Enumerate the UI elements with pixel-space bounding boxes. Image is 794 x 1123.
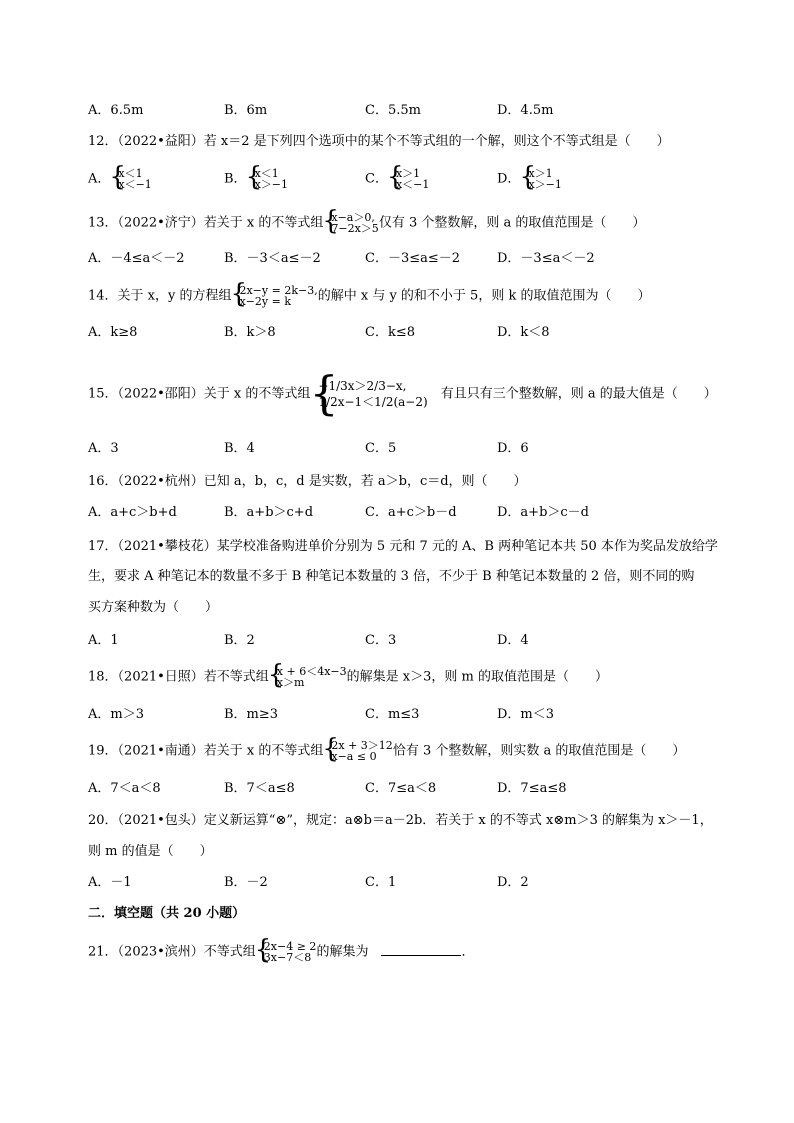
q13-option-c: C．－3≤a≤－2 <box>365 251 461 266</box>
q21-answer-blank[interactable] <box>381 943 461 956</box>
q15-option-b: B．4 <box>224 441 255 456</box>
q19-stem: 19．（2021•南通）若关于 x 的不等式组 { 2x + 3＞12 x−a ≤ 0 恰有 3 个整数解，则实数 a 的取值范围是（ ） <box>0 740 794 762</box>
q17-stem-line-1: 17．（2021•攀枝花）某学校准备购进单价分别为 5 元和 7 元的 A、B 两种笔记本共 50 本作为奖品发放给学 <box>88 539 718 554</box>
q18-system: { x + 6＜4x−3 x＞m <box>269 666 347 688</box>
q17-option-b: B．2 <box>224 633 255 648</box>
q14-option-c: C．k≤8 <box>365 325 415 340</box>
q17-options <box>0 630 794 652</box>
q13-options <box>0 248 794 270</box>
q12-option-a: A． { x＜1 x＜−1 <box>88 168 152 191</box>
q20-option-d: D．2 <box>497 875 529 890</box>
q13-option-d: D．－3≤a＜－2 <box>497 251 595 266</box>
q16-stem: 16．（2022•杭州）已知 a，b，c，d 是实数，若 a＞b，c＝d，则（ ） <box>88 474 527 489</box>
q18-options <box>0 704 794 726</box>
q13-stem: 13．（2022•济宁）若关于 x 的不等式组 { x−a＞0, 7−2x＞5 仅有 3 个整数解，则 a 的取值范围是（ ） <box>0 212 794 234</box>
q11-option-c: C．5.5m <box>365 103 421 118</box>
q19-option-a: A．7＜a＜8 <box>88 781 161 796</box>
q17-option-d: D．4 <box>497 633 529 648</box>
q19-system: { 2x + 3＞12 x−a ≤ 0 <box>323 740 392 762</box>
q12-options <box>0 168 794 190</box>
q20-option-a: A．－1 <box>88 875 132 890</box>
q19-option-c: C．7≤a＜8 <box>365 781 437 796</box>
q21-system: { 2x−4 ≥ 2 3x−7＜8 <box>256 941 317 963</box>
q17-option-a: A．1 <box>88 633 119 648</box>
q20-option-c: C．1 <box>365 875 397 890</box>
q13-option-b: B．－3＜a≤－2 <box>224 251 321 266</box>
q19-option-b: B．7＜a≤8 <box>224 781 295 796</box>
q18-stem: 18．（2021•日照）若不等式组 { x + 6＜4x−3 x＞m 的解集是 x＞3，则 m 的取值范围是（ ） <box>0 666 794 688</box>
q18-option-a: A．m＞3 <box>88 707 144 722</box>
q18-option-b: B．m≥3 <box>224 707 279 722</box>
q17-stem-line-3: 买方案种数为（ ） <box>88 600 219 615</box>
q17-option-c: C．3 <box>365 633 397 648</box>
q20-stem-line-2: 则 m 的值是（ ） <box>88 844 213 859</box>
q14-option-a: A．k≥8 <box>88 325 138 340</box>
q18-option-c: C．m≤3 <box>365 707 420 722</box>
q20-option-b: B．－2 <box>224 875 268 890</box>
q19-options <box>0 778 794 800</box>
q14-option-d: D．k＜8 <box>497 325 550 340</box>
q21-stem: 21．（2023•滨州）不等式组 { 2x−4 ≥ 2 3x−7＜8 的解集为 ． <box>0 941 794 963</box>
q16-options <box>0 502 794 524</box>
q17-stem-line-2: 生，要求 A 种笔记本的数量不多于 B 种笔记本数量的 3 倍，不少于 B 种笔记本数量的 2 倍，则不同的购 <box>88 569 695 584</box>
q14-option-b: B．k＞8 <box>224 325 276 340</box>
q18-option-d: D．m＜3 <box>497 707 555 722</box>
q20-stem-line-1: 20．（2021•包头）定义新运算“⊗”，规定：a⊗b＝a－2b．若关于 x 的不等式 x⊗m＞3 的解集为 x＞－1， <box>88 813 713 828</box>
q12-option-c: C． { x＞1 x＜−1 <box>365 168 429 191</box>
q13-system: { x−a＞0, 7−2x＞5 <box>323 212 378 234</box>
q12-option-d: D． { x＞1 x＞−1 <box>497 168 562 191</box>
q14-system: { 2x−y = 2k−3, x−2y = k <box>231 285 317 307</box>
q15-system: { −1/3x＞2/3−x, 1/2x−1＜1/2(a−2) <box>310 378 427 410</box>
q15-option-d: D．6 <box>497 441 529 456</box>
q12-option-b: B． { x＜1 x＞−1 <box>224 168 288 191</box>
q14-stem: 14．关于 x，y 的方程组 { 2x−y = 2k−3, x−2y = k 的解中 x 与 y 的和不小于 5，则 k 的取值范围为（ ） <box>0 285 794 307</box>
q16-option-b: B．a+b＞c+d <box>224 505 314 520</box>
q15-options <box>0 438 794 460</box>
q11-options <box>0 100 794 122</box>
q19-option-d: D．7≤a≤8 <box>497 781 567 796</box>
q20-options <box>0 872 794 894</box>
q16-option-d: D．a+b＞c－d <box>497 505 589 520</box>
q15-option-c: C．5 <box>365 441 397 456</box>
q13-option-a: A．－4≤a＜－2 <box>88 251 185 266</box>
q11-option-b: B．6m <box>224 103 268 118</box>
q11-option-a: A．6.5m <box>88 103 144 118</box>
q15-stem: 15．（2022•邵阳）关于 x 的不等式组 { −1/3x＞2/3−x, 1/2x−1＜1/2(a−2) 有且只有三个整数解，则 a 的最大值是（ ） <box>0 378 794 400</box>
q12-stem: 12．（2022•益阳）若 x＝2 是下列四个选项中的某个不等式组的一个解，则这个不等式组是（ ） <box>88 134 670 149</box>
q16-option-a: A．a+c＞b+d <box>88 505 177 520</box>
section-heading-fill-blank: 二．填空题（共 20 小题） <box>88 906 246 921</box>
q15-option-a: A．3 <box>88 441 119 456</box>
q14-options <box>0 322 794 344</box>
q11-option-d: D．4.5m <box>497 103 554 118</box>
q16-option-c: C．a+c＞b－d <box>365 505 457 520</box>
